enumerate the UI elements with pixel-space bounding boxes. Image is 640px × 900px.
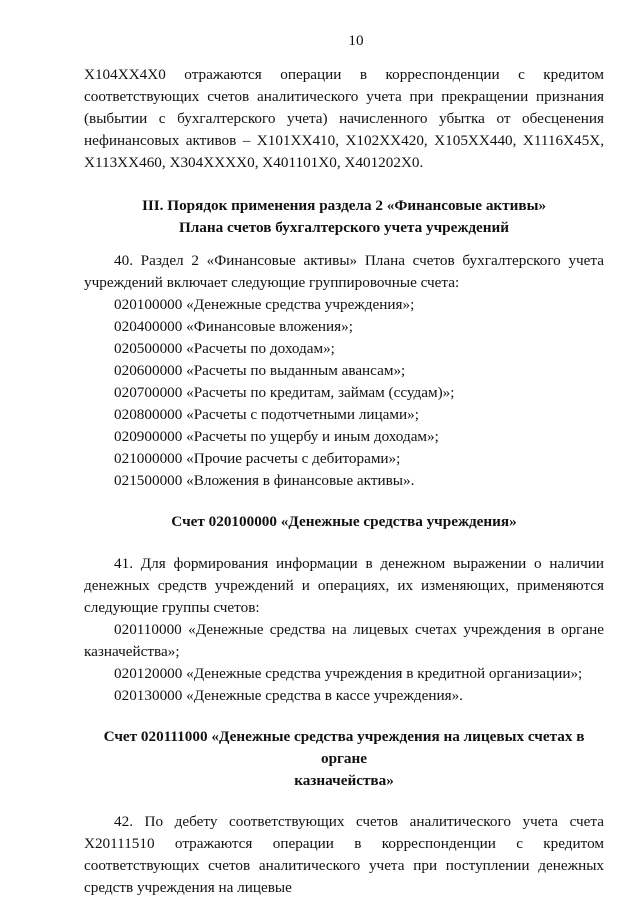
paragraph-41: 41. Для формирования информации в денежном выражении о наличии денежных средств учреждений и операциях, их изменяющих, применяются следующие группы счетов: bbox=[84, 555, 604, 616]
list-item: 021000000 «Прочие расчеты с дебиторами»; bbox=[114, 450, 401, 467]
list-item: 020600000 «Расчеты по выданным авансам»; bbox=[114, 362, 406, 379]
intro-paragraph: Х104ХХ4Х0 отражаются операции в корреспонденции с кредитом соответствующих счетов аналитического учета при прекращении признания (выбытии с бухгалтерского учета) начисленного убытка от обесценения нефинансовых активов – Х101ХХ410, Х102ХХ420, Х105ХХ440, Х1116Х45Х, Х113ХХ460, Х304ХХХХ0, Х401101Х0, Х401202Х0. bbox=[84, 66, 604, 171]
section-heading bbox=[84, 195, 604, 239]
section-heading-line-1: III. Порядок применения раздела 2 «Финансовые активы» bbox=[141, 197, 547, 214]
list-item: 020110000 «Денежные средства на лицевых счетах учреждения в органе казначейства»; bbox=[84, 621, 604, 660]
account-list-41 bbox=[84, 619, 604, 707]
account-heading-020100000: Счет 020100000 «Денежные средства учреждения» bbox=[171, 513, 517, 530]
account-heading-020111000 bbox=[84, 726, 604, 792]
list-item: 020700000 «Расчеты по кредитам, займам (ссудам)»; bbox=[114, 384, 455, 401]
paragraph-42: 42. По дебету соответствующих счетов аналитического учета счета Х20111510 отражаются операции в корреспонденции с кредитом соответствующих счетов аналитического учета при поступлении денежных средств учреждения на лицевые bbox=[84, 813, 604, 896]
list-item: 020900000 «Расчеты по ущербу и иным доходам»; bbox=[114, 428, 439, 445]
list-item: 021500000 «Вложения в финансовые активы». bbox=[114, 472, 415, 489]
page-number: 10 bbox=[348, 32, 364, 49]
account-list-40 bbox=[84, 294, 604, 492]
account-heading-line-2: казначейства» bbox=[294, 772, 394, 789]
section-heading-line-2: Плана счетов бухгалтерского учета учреждений bbox=[178, 219, 510, 236]
list-item: 020100000 «Денежные средства учреждения»; bbox=[114, 296, 415, 313]
account-heading-line-1: Счет 020111000 «Денежные средства учреждения на лицевых счетах в органе bbox=[103, 728, 585, 767]
list-item: 020500000 «Расчеты по доходам»; bbox=[114, 340, 335, 357]
list-item: 020400000 «Финансовые вложения»; bbox=[114, 318, 353, 335]
paragraph-40: 40. Раздел 2 «Финансовые активы» Плана счетов бухгалтерского учета учреждений включает следующие группировочные счета: bbox=[84, 252, 604, 291]
list-item: 020800000 «Расчеты с подотчетными лицами»; bbox=[114, 406, 419, 423]
list-item: 020120000 «Денежные средства учреждения в кредитной организации»; bbox=[114, 665, 583, 682]
list-item: 020130000 «Денежные средства в кассе учреждения». bbox=[114, 687, 463, 704]
